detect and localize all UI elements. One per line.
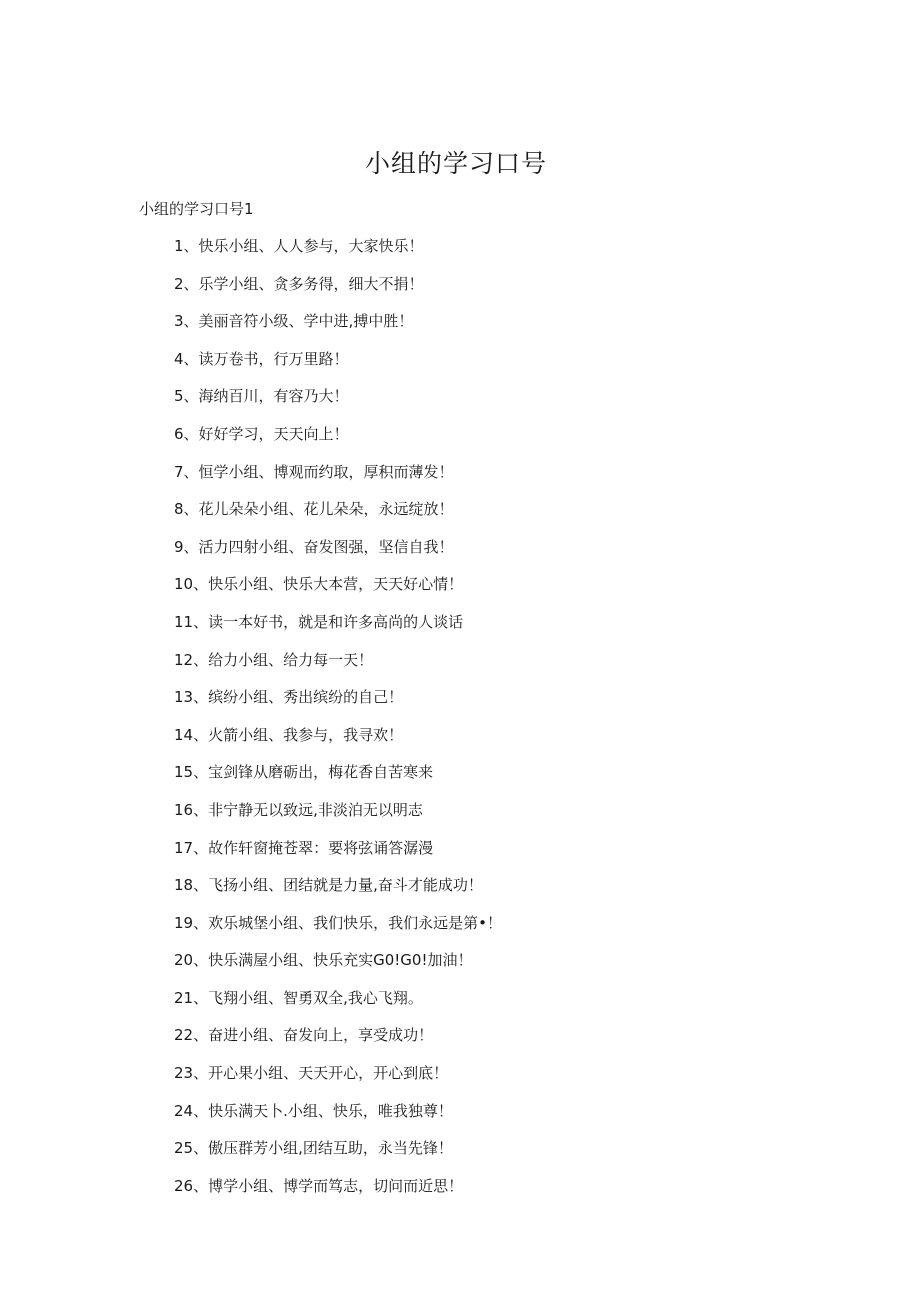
slogan-text: 、飞扬小组、团结就是力量,奋斗才能成功！: [193, 876, 483, 895]
slogan-text: 、海纳百川，有容乃大！: [183, 387, 349, 406]
slogan-text: 、宝剑锋从磨砺出，梅花香自苦寒来: [193, 763, 434, 782]
slogan-number: 7: [174, 462, 184, 481]
slogan-text: 、欢乐城堡小组、我们快乐，我们永远是第•！: [193, 913, 502, 932]
list-item: [174, 347, 502, 385]
list-item: [174, 422, 502, 460]
slogan-number: 10: [174, 575, 194, 594]
slogan-text: 、快乐满天卜.小组、快乐，唯我独尊！: [193, 1101, 453, 1120]
slogan-number: 23: [174, 1064, 194, 1083]
slogan-text: 、快乐小组、人人参与，大家快乐！: [183, 237, 424, 255]
list-item: [174, 760, 502, 798]
slogan-number: 24: [174, 1101, 194, 1120]
slogan-number: 9: [174, 537, 184, 556]
list-item: [174, 272, 502, 310]
list-item: [174, 798, 502, 836]
list-item: [174, 1174, 502, 1212]
slogan-text: 、活力四射小组、奋发图强，坚信自我！: [183, 537, 454, 556]
list-item: [174, 1136, 502, 1174]
slogan-text: 、傲压群芳小组,团结互助，永当先锋！: [193, 1139, 453, 1158]
slogan-number: 26: [174, 1176, 194, 1195]
slogan-text: 、恒学小组、博观而约取，厚积而薄发！: [183, 462, 454, 481]
slogan-number: 1: [174, 237, 184, 255]
slogan-text: 、故作轩窗掩苍翠：要将弦诵答潺漫: [193, 838, 434, 857]
slogan-text: 、奋进小组、奋发向上，享受成功！: [193, 1026, 434, 1045]
list-item: [174, 234, 502, 272]
list-item: [174, 535, 502, 573]
slogan-number: 8: [174, 500, 184, 519]
list-item: [174, 911, 502, 949]
slogan-text: 、非宁静无以致远,非淡泊无以明志: [193, 800, 423, 819]
slogan-text: 、读万卷书，行万里路！: [183, 349, 349, 368]
slogan-number: 12: [174, 650, 194, 669]
slogan-number: 22: [174, 1026, 194, 1045]
slogan-text: 、给力小组、给力每一天！: [193, 650, 374, 669]
slogan-number: 6: [174, 424, 184, 443]
slogan-number: 13: [174, 688, 194, 707]
list-item: [174, 497, 502, 535]
list-item: [174, 1099, 502, 1137]
section-heading: 小组的学习口号1: [139, 200, 254, 218]
slogan-text: 、缤纷小组、秀出缤纷的自己！: [193, 688, 404, 707]
slogan-text: 、快乐满屋小组、快乐充实G0!G0!加油！: [193, 951, 473, 970]
slogan-text: 、飞翔小组、智勇双全,我心飞翔。: [193, 988, 423, 1007]
slogan-text: 、快乐小组、快乐大本营，天天好心情！: [193, 575, 464, 594]
slogan-text: 、火箭小组、我参与，我寻欢！: [193, 725, 404, 744]
slogan-number: 14: [174, 725, 194, 744]
list-item: [174, 384, 502, 422]
slogan-text: 、花儿朵朵小组、花儿朵朵，永远绽放！: [183, 500, 454, 519]
list-item: [174, 836, 502, 874]
list-item: [174, 648, 502, 686]
list-item: [174, 986, 502, 1024]
list-item: [174, 1023, 502, 1061]
slogan-list: [174, 234, 502, 1211]
slogan-text: 、美丽音符小级、学中进,搏中胜！: [183, 312, 414, 331]
slogan-number: 5: [174, 387, 184, 406]
list-item: [174, 685, 502, 723]
list-item: [174, 460, 502, 498]
slogan-number: 3: [174, 312, 184, 331]
slogan-text: 、读一本好书，就是和许多高尚的人谈话: [193, 612, 464, 631]
list-item: [174, 572, 502, 610]
slogan-number: 15: [174, 763, 194, 782]
slogan-number: 20: [174, 951, 194, 970]
list-item: [174, 873, 502, 911]
list-item: [174, 723, 502, 761]
list-item: [174, 309, 502, 347]
slogan-number: 21: [174, 988, 194, 1007]
slogan-text: 、博学小组、博学而笃志，切问而近思！: [193, 1176, 464, 1195]
slogan-number: 2: [174, 274, 184, 293]
slogan-text: 、开心果小组、天天开心，开心到底！: [193, 1064, 449, 1083]
list-item: [174, 948, 502, 986]
slogan-number: 25: [174, 1139, 194, 1158]
slogan-number: 19: [174, 913, 194, 932]
slogan-number: 11: [174, 612, 194, 631]
slogan-number: 17: [174, 838, 194, 857]
list-item: [174, 1061, 502, 1099]
list-item: [174, 610, 502, 648]
slogan-text: 、乐学小组、贪多务得，细大不捐！: [183, 274, 424, 293]
slogan-number: 16: [174, 800, 194, 819]
page-title: 小组的学习口号: [364, 149, 547, 178]
slogan-number: 18: [174, 876, 194, 895]
slogan-number: 4: [174, 349, 184, 368]
slogan-text: 、好好学习，天天向上！: [183, 424, 349, 443]
